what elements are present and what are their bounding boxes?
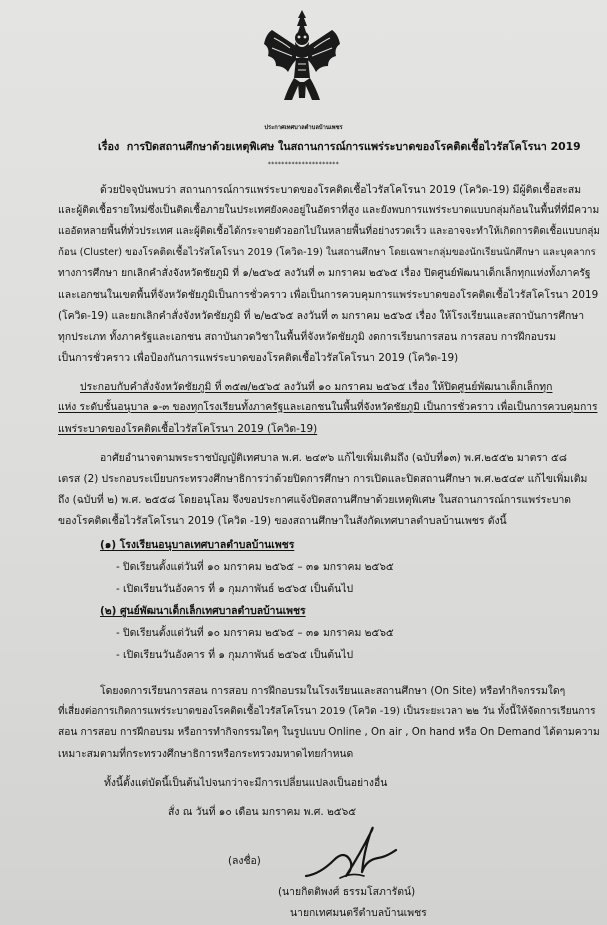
- paragraph4-line: ที่เสี่ยงต่อการเกิดการแพร่ระบาดของโรคติดเชื้อไวรัสโคโรนา 2019 (โควิด -19) เป็นระยะเวลา ๒๒ วัน ทั้งนี้ให้จัดการเรียนการ: [58, 706, 596, 717]
- garuda-emblem-icon: [262, 8, 342, 104]
- paragraph3-line: เตรส (2) ประกอบระเบียบกระทรวงศึกษาธิการว่าด้วยปิดการศึกษา การเปิดและปิดสถานศึกษา พ.ศ.๒๕๔๙ แก้ไขเพิ่มเติม: [58, 473, 588, 485]
- school-close-period: - ปิดเรียนตั้งแต่วันที่ ๑๐ มกราคม ๒๕๖๕ – ๓๑ มกราคม ๒๕๖๕: [116, 627, 394, 639]
- paragraph1-line: เป็นการชั่วคราว เพื่อป้องกันการแพร่ระบาดของโรคติดเชื้อไวรัสโคโรนา 2019 (โควิด-19): [58, 352, 459, 364]
- paragraph1-line: แออัดหลายพื้นที่ทั่วประเทศ และผู้ติดเชื้อได้กระจายตัวออกไปในหลายพื้นที่อย่างรวดเร็ว และอาจจะทำให้เกิดการติดเชื้อแบบกลุ่ม: [58, 226, 601, 237]
- paragraph1-line: ก้อน (Cluster) ของโรคติดเชื้อไวรัสโคโรนา 2019 (โควิด-19) ในสถานศึกษา โดยเฉพาะกลุ่มของนักเรียนนักศึกษา และบุคลากร: [58, 247, 596, 258]
- school-heading-kindergarten: (๑) โรงเรียนอนุบาลเทศบาลตำบลบ้านเพชร: [100, 539, 295, 551]
- paragraph1-line: ทุกประเภท ทั้งภาครัฐและเอกชน สถาบันกวดวิชาในพื้นที่จังหวัดชัยภูมิ งดการเรียนการสอน การสอบ การฝึกอบรม: [58, 331, 557, 343]
- date-line: สั่ง ณ วันที่ ๑๐ เดือน มกราคม พ.ศ. ๒๕๖๕: [168, 806, 357, 818]
- school-heading-childcare: (๒) ศูนย์พัฒนาเด็กเล็กเทศบาลตำบลบ้านเพชร: [100, 605, 306, 617]
- announcement-title: ประกาศเทศบาลตำบลบ้านเพชร: [264, 125, 343, 131]
- paragraph3-line: ถึง (ฉบับที่ ๒) พ.ศ. ๒๕๕๘ โดยอนุโลม จึงขอประกาศแจ้งปิดสถานศึกษาด้วยเหตุพิเศษ ในสถานการณ์การแพร่ระบาด: [58, 494, 572, 506]
- paragraph1-line: ทางการศึกษา ยกเลิกคำสั่งจังหวัดชัยภูมิ ที่ ๑/๒๕๖๕ ลงวันที่ ๓ มกราคม ๒๕๖๕ เรื่อง ปิดศูนย์พัฒนาเด็กเล็กทุกแห่งทั้งภาครัฐ: [58, 268, 591, 279]
- paragraph2-line: แพร่ระบาดของโรคติดเชื้อไวรัสโคโรนา 2019 (โควิด-19): [58, 423, 318, 435]
- school-open-date: - เปิดเรียนวันอังคาร ที่ ๑ กุมภาพันธ์ ๒๕๖๕ เป็นต้นไป: [116, 583, 354, 595]
- sign-label: (ลงชื่อ): [228, 855, 261, 867]
- subject-prefix: เรื่อง: [98, 140, 120, 153]
- paragraph2-line: แห่ง ระดับชั้นอนุบาล ๑-๓ ของทุกโรงเรียนทั้งภาครัฐและเอกชนในพื้นที่จังหวัดชัยภูมิ เป็นการชั่วคราว เพื่อเป็นการควบคุมการ: [58, 402, 598, 413]
- subject-line: [98, 140, 581, 154]
- effective-clause: ทั้งนี้ตั้งแต่บัดนี้เป็นต้นไปจนกว่าจะมีการเปลี่ยนแปลงเป็นอย่างอื่น: [104, 777, 388, 789]
- header-divider: *********************: [267, 162, 340, 168]
- paragraph4-line: เหมาะสมตามที่กระทรวงศึกษาธิการหรือกระทรวงมหาดไทยกำหนด: [58, 748, 354, 760]
- paragraph4-line: โดยงดการเรียนการสอน การสอบ การฝึกอบรมในโรงเรียนและสถานศึกษา (On Site) หรือทำกิจกรรมใดๆ: [100, 685, 566, 697]
- signatory-position: นายกเทศมนตรีตำบลบ้านเพชร: [290, 907, 427, 919]
- paragraph2-line: ประกอบกับคำสั่งจังหวัดชัยภูมิ ที่ ๓๕๗/๒๕๖๕ ลงวันที่ ๑๐ มกราคม ๒๕๖๕ เรื่อง ให้ปิดศูนย์พัฒนาเด็กเล็กทุก: [80, 381, 553, 393]
- signature-icon: [300, 820, 420, 890]
- school-close-period: - ปิดเรียนตั้งแต่วันที่ ๑๐ มกราคม ๒๕๖๕ – ๓๑ มกราคม ๒๕๖๕: [116, 561, 394, 573]
- paragraph3-line: ของโรคติดเชื้อไวรัสโคโรนา 2019 (โควิด -19) ของสถานศึกษาในสังกัดเทศบาลตำบลบ้านเพชร ดังนี้: [58, 515, 507, 527]
- school-open-date: - เปิดเรียนวันอังคาร ที่ ๑ กุมภาพันธ์ ๒๕๖๕ เป็นต้นไป: [116, 649, 354, 661]
- paragraph1-line: ด้วยปัจจุบันพบว่า สถานการณ์การแพร่ระบาดของโรคติดเชื้อไวรัสโคโรนา 2019 (โควิด-19) มีผู้ติดเชื้อสะสม: [100, 184, 582, 196]
- paragraph1-line: และเอกชนในเขตพื้นที่จังหวัดชัยภูมิเป็นการชั่วคราว เพื่อเป็นการควบคุมการแพร่ระบาดของโรคติดเชื้อไวรัสโคโรนา 2019: [58, 289, 599, 301]
- paragraph3-line: อาศัยอำนาจตามพระราชบัญญัติเทศบาล พ.ศ. ๒๔๙๖ แก้ไขเพิ่มเติมถึง (ฉบับที่๑๓) พ.ศ.๒๕๕๒ มาตรา ๕๘: [100, 452, 567, 464]
- paragraph1-line: (โควิด-19) และยกเลิกคำสั่งจังหวัดชัยภูมิ ที่ ๒/๒๕๖๕ ลงวันที่ ๓ มกราคม ๒๕๖๕ เรื่อง ให้โรงเรียนและสถาบันการศึกษา: [58, 310, 585, 322]
- signatory-name: (นายกิตติพงศ์ ธรรมโสภารัตน์): [278, 886, 416, 898]
- paragraph4-line: สอน การสอบ การฝึกอบรม หรือการทำกิจกรรมใดๆ ในรูปแบบ Online , On air , On hand หรือ On Demand ได้ตามความ: [58, 727, 600, 738]
- subject-text: การปิดสถานศึกษาด้วยเหตุพิเศษ ในสถานการณ์การแพร่ระบาดของโรคติดเชื้อไวรัสโคโรนา 2019: [126, 140, 581, 153]
- paragraph1-line: และผู้ติดเชื้อรายใหม่ซึ่งเป็นติดเชื้อภายในประเทศยังคงอยู่ในอัตราที่สูง และยังพบการแพร่ระบาดแบบกลุ่มก้อนในพื้นที่ที่มีความ: [58, 205, 600, 216]
